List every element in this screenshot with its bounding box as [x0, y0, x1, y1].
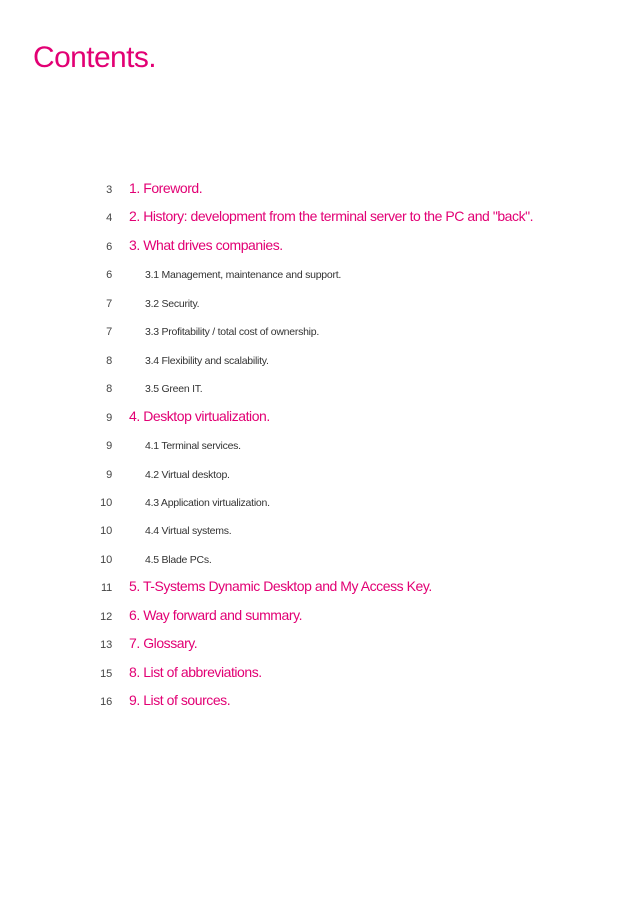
toc-page-number: 4	[106, 212, 112, 225]
toc-chapter-title[interactable]: 1. Foreword.	[129, 180, 203, 196]
toc-page-number: 8	[106, 354, 112, 367]
toc-entry[interactable]	[0, 462, 638, 482]
toc-page-number: 10	[100, 553, 112, 566]
toc-entry[interactable]	[0, 262, 638, 282]
toc-entry[interactable]	[0, 575, 638, 595]
toc-chapter-title[interactable]: 4. Desktop virtualization.	[129, 407, 270, 424]
toc-section-title[interactable]: 3.5 Green IT.	[145, 383, 203, 396]
toc-entry[interactable]	[0, 177, 638, 197]
toc-chapter-title[interactable]: 3. What drives companies.	[129, 236, 283, 253]
toc-chapter-title[interactable]: 9. List of sources.	[129, 692, 231, 709]
toc-section-title[interactable]: 4.3 Application virtualization.	[145, 496, 270, 509]
toc-section-title[interactable]: 4.5 Blade PCs.	[145, 553, 212, 566]
toc-page-number: 10	[100, 525, 112, 538]
toc-chapter-title[interactable]: 2. History: development from the terminal server to the PC and "back".	[129, 208, 534, 225]
toc-page-number: 12	[100, 610, 112, 623]
toc-section-title[interactable]: 4.1 Terminal services.	[145, 440, 241, 453]
toc-chapter-title[interactable]: 8. List of abbreviations.	[129, 663, 262, 680]
toc-entry[interactable]	[0, 490, 638, 510]
toc-entry[interactable]	[0, 433, 638, 453]
toc-page-number: 10	[100, 496, 112, 509]
toc-chapter-title[interactable]: 7. Glossary.	[129, 635, 198, 652]
page-title: Contents.	[33, 41, 157, 74]
toc-page-number: 11	[100, 582, 112, 595]
toc-entry[interactable]	[0, 661, 638, 681]
toc-section-title[interactable]: 3.3 Profitability / total cost of ownership.	[145, 326, 320, 339]
toc-section-title[interactable]: 3.1 Management, maintenance and support.	[145, 269, 342, 282]
toc-entry[interactable]	[0, 319, 638, 339]
toc-section-title[interactable]: 4.2 Virtual desktop.	[145, 468, 230, 481]
toc-entry[interactable]	[0, 291, 638, 311]
toc-entry[interactable]	[0, 689, 638, 709]
toc-entry[interactable]	[0, 376, 638, 396]
toc-entry[interactable]	[0, 348, 638, 368]
toc-page-number: 16	[100, 696, 112, 709]
toc-entry[interactable]	[0, 405, 638, 425]
toc-page-number: 7	[106, 326, 112, 339]
toc-entry[interactable]	[0, 205, 638, 225]
toc-section-title[interactable]: 3.2 Security.	[145, 297, 200, 310]
toc-page-number: 6	[106, 269, 112, 282]
toc-chapter-title[interactable]: 5. T-Systems Dynamic Desktop and My Access Key.	[129, 578, 432, 595]
toc-page-number: 9	[106, 411, 112, 424]
toc-page-number: 9	[106, 468, 112, 481]
toc-page-number: 3	[106, 184, 112, 196]
toc-chapter-title[interactable]: 6. Way forward and summary.	[129, 606, 303, 623]
toc-page-number: 7	[106, 297, 112, 310]
toc-entry[interactable]	[0, 234, 638, 254]
toc-page-number: 6	[106, 240, 112, 253]
toc-page-number: 13	[100, 639, 112, 652]
toc-entry[interactable]	[0, 632, 638, 652]
toc-entry[interactable]	[0, 604, 638, 624]
toc-page-number: 15	[100, 667, 112, 680]
toc-section-title[interactable]: 3.4 Flexibility and scalability.	[145, 354, 269, 367]
toc-page-number: 8	[106, 383, 112, 396]
toc-section-title[interactable]: 4.4 Virtual systems.	[145, 525, 232, 538]
toc-page-number: 9	[106, 440, 112, 453]
toc-entry[interactable]	[0, 547, 638, 567]
toc-entry[interactable]	[0, 518, 638, 538]
